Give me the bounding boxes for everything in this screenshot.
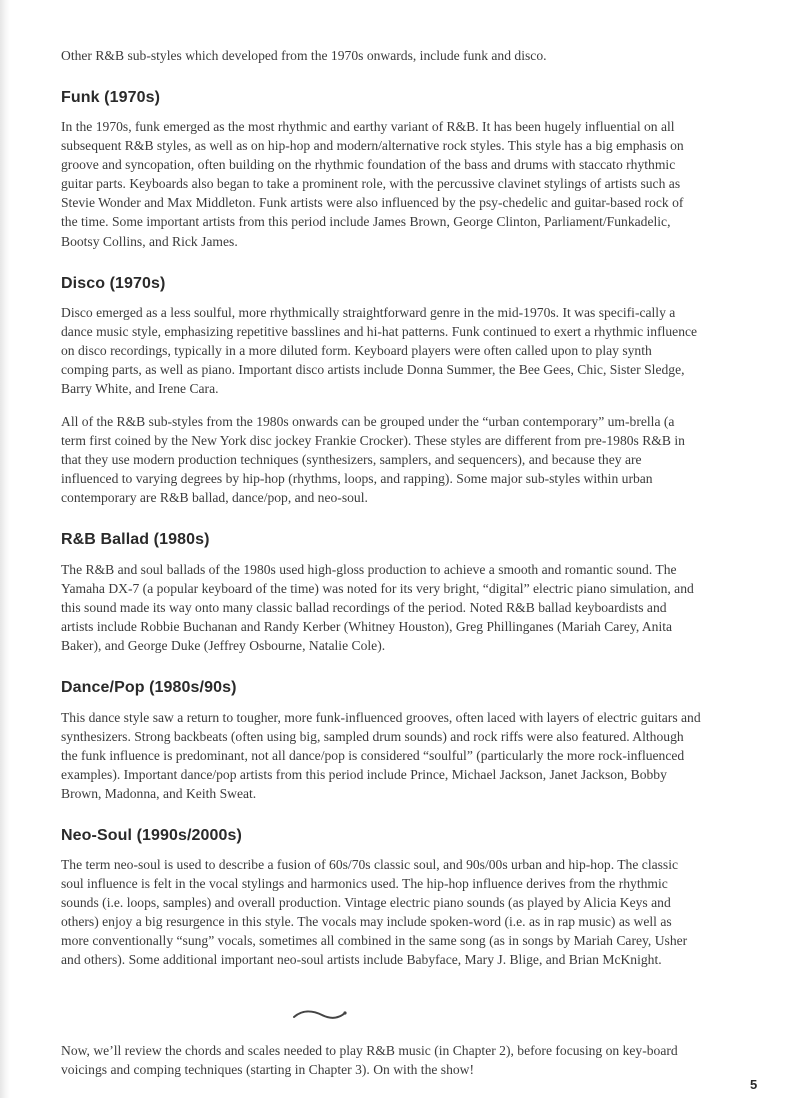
dance-pop-heading: Dance/Pop (1980s/90s): [61, 679, 237, 696]
intro-paragraph: Other R&B sub-styles which developed from the 1970s onwards, include funk and disco.: [61, 48, 547, 63]
disco-paragraph: Disco emerged as a less soulful, more rhythmically straightforward genre in the mid-1970s. It was specifi-cally a dance music style, emphasizing repetitive basslines and hi-hat patterns. Funk continued to exert a rhythmic influence on disco recordings, typically in a more diluted form. Keyboard players were often called upon to play synth comping parts, as well as piano. Important disco artists include Donna Summer, the Bee Gees, Chic, Sister Sledge, Barry White, and Irene Cara.: [61, 305, 698, 397]
rnb-ballad-heading: R&B Ballad (1980s): [61, 531, 210, 548]
urban-contemporary-paragraph: All of the R&B sub-styles from the 1980s onwards can be grouped under the “urban contemporary” um-brella (a term first coined by the New York disc jockey Frankie Crocker). These styles are different from pre-1980s R&B in that they use modern production techniques (synthesizers, samplers, and sequencers), and because they are influenced to varying degrees by hip-hop (rhythms, loops, and rapping). Some major sub-styles within urban contemporary are R&B ballad, dance/pop, and neo-soul.: [61, 414, 685, 506]
rnb-ballad-paragraph: The R&B and soul ballads of the 1980s used high-gloss production to achieve a smooth and romantic sound. The Yamaha DX-7 (a popular keyboard of the time) was noted for its very bright, “digital” electric piano simulation, and this sound made its way onto many classic ballad recordings of the period. Noted R&B ballad keyboardists and artists include Robbie Buchanan and Randy Kerber (Whitney Houston), Greg Phillinganes (Mariah Carey, Anita Baker), and George Duke (Jeffrey Osbourne, Natalie Cole).: [61, 562, 694, 654]
outro-paragraph: Now, we’ll review the chords and scales needed to play R&B music (in Chapter 2), before focusing on key-board voicings and comping techniques (starting in Chapter 3). On with the show!: [61, 1043, 678, 1078]
neo-soul-paragraph: The term neo-soul is used to describe a fusion of 60s/70s classic soul, and 90s/00s urban and hip-hop. The classic soul influence is felt in the vocal stylings and harmonics used. The hip-hop influence derives from the rhythmic sounds (i.e. loops, samples) and overall production. Vintage electric piano sounds (as played by Alicia Keys and others) enjoy a big resurgence in this style. The vocals may include spoken-word (i.e. as in rap music) as well as more conventionally “sung” vocals, sometimes all combined in the same song (as in songs by Mariah Carey, Usher and others). Some additional important neo-soul artists include Babyface, Mary J. Blige, and Brian McKnight.: [61, 857, 688, 968]
funk-heading: Funk (1970s): [61, 89, 161, 106]
neo-soul-heading: Neo-Soul (1990s/2000s): [61, 827, 242, 844]
swash-ornament-icon: [290, 1004, 350, 1024]
page-number: 5: [750, 1077, 758, 1092]
funk-paragraph: In the 1970s, funk emerged as the most rhythmic and earthy variant of R&B. It has been hugely influential on all subsequent R&B styles, as well as on hip-hop and modern/alternative rock styles. This style has a big emphasis on groove and syncopation, often building on the rhythmic foundation of the bass and drums with staccato rhythmic guitar parts. Keyboards also began to take a prominent role, with the percussive clavinet stylings of artists such as Stevie Wonder and Max Middleton. Funk artists were also influenced by the psy-chedelic and guitar-based rock of the time. Some important artists from this period include James Brown, George Clinton, Parliament/Funkadelic, Bootsy Collins, and Rick James.: [61, 119, 684, 249]
disco-heading: Disco (1970s): [61, 275, 166, 292]
dance-pop-paragraph: This dance style saw a return to tougher, more funk-influenced grooves, often laced with layers of electric guitars and synthesizers. Strong backbeats (often using big, sampled drum sounds) and rock riffs were also featured. Although the funk influence is predominant, not all dance/pop is considered “soulful” (particularly the more rock-influenced examples). Important dance/pop artists from this period include Prince, Michael Jackson, Janet Jackson, Bobby Brown, Madonna, and Keith Sweat.: [61, 710, 701, 802]
page-edge-shadow: [0, 0, 10, 1098]
